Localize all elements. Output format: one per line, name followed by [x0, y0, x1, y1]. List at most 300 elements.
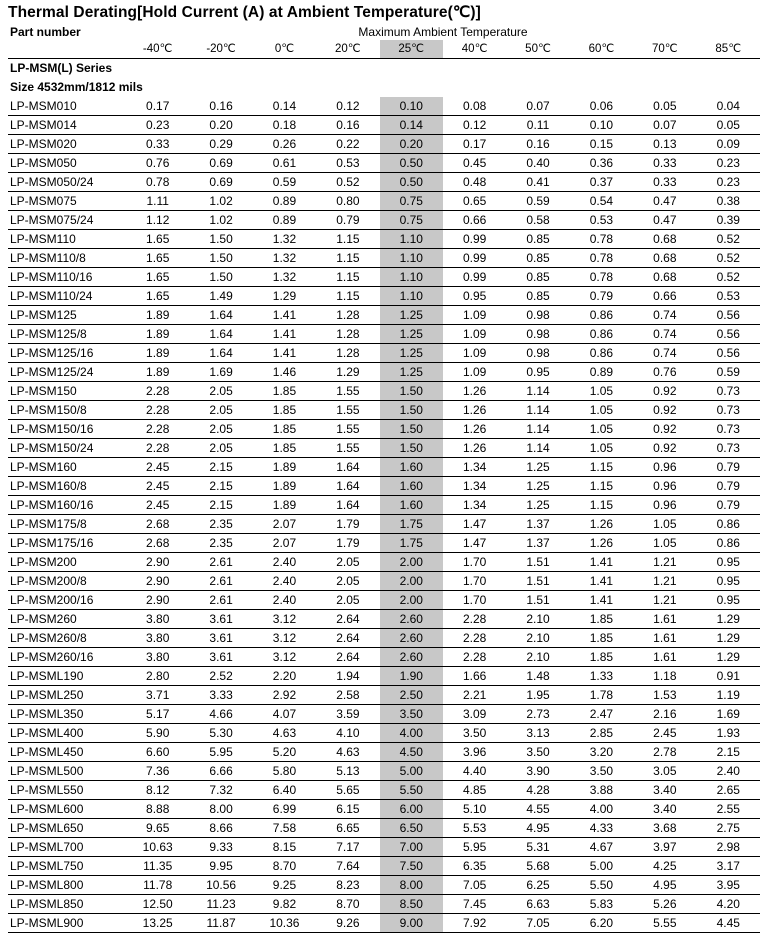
hold-current-cell: 0.05	[697, 116, 761, 135]
hold-current-cell: 0.95	[697, 572, 761, 591]
hold-current-cell: 8.00	[189, 800, 252, 819]
hold-current-cell: 0.65	[443, 192, 506, 211]
hold-current-cell: 0.52	[697, 230, 761, 249]
hold-current-cell: 1.75	[380, 515, 443, 534]
part-number-cell: LP-MSML500	[8, 762, 126, 781]
hold-current-cell: 0.56	[697, 344, 761, 363]
hold-current-cell: 1.65	[126, 268, 189, 287]
hold-current-cell: 5.53	[443, 819, 506, 838]
hold-current-cell: 0.74	[633, 306, 696, 325]
hold-current-cell: 6.40	[253, 781, 316, 800]
hold-current-cell: 9.95	[189, 857, 252, 876]
hold-current-cell: 1.94	[316, 667, 379, 686]
hold-current-cell: 1.41	[570, 572, 633, 591]
hold-current-cell: 1.55	[316, 439, 379, 458]
table-row	[8, 477, 760, 496]
hold-current-cell: 0.66	[633, 287, 696, 306]
hold-current-cell: 1.90	[380, 667, 443, 686]
hold-current-cell: 4.50	[380, 743, 443, 762]
table-row	[8, 857, 760, 876]
hold-current-cell: 0.05	[633, 97, 696, 116]
hold-current-cell: 6.00	[380, 800, 443, 819]
hold-current-cell: 1.29	[697, 648, 761, 667]
hold-current-cell: 2.61	[189, 553, 252, 572]
hold-current-cell: 0.86	[697, 515, 761, 534]
table-row	[8, 876, 760, 895]
hold-current-cell: 1.47	[443, 534, 506, 553]
hold-current-cell: 0.79	[697, 477, 761, 496]
hold-current-cell: 1.18	[633, 667, 696, 686]
hold-current-cell: 4.20	[697, 895, 761, 914]
hold-current-cell: 2.40	[253, 553, 316, 572]
hold-current-cell: 5.20	[253, 743, 316, 762]
hold-current-cell: 1.85	[570, 629, 633, 648]
part-number-cell: LP-MSM200/8	[8, 572, 126, 591]
hold-current-cell: 0.59	[697, 363, 761, 382]
hold-current-cell: 0.16	[189, 97, 252, 116]
part-number-cell: LP-MSM160	[8, 458, 126, 477]
hold-current-cell: 0.74	[633, 325, 696, 344]
hold-current-cell: 0.58	[506, 211, 569, 230]
hold-current-cell: 0.15	[570, 135, 633, 154]
hold-current-cell: 0.20	[189, 116, 252, 135]
hold-current-cell: 2.00	[380, 553, 443, 572]
part-number-cell: LP-MSM150/24	[8, 439, 126, 458]
hold-current-cell: 0.80	[316, 192, 379, 211]
table-row	[8, 211, 760, 230]
hold-current-cell: 1.65	[126, 287, 189, 306]
hold-current-cell: 2.68	[126, 534, 189, 553]
hold-current-cell: 1.50	[189, 268, 252, 287]
hold-current-cell: 1.14	[506, 401, 569, 420]
table-row	[8, 363, 760, 382]
hold-current-cell: 3.88	[570, 781, 633, 800]
hold-current-cell: 2.20	[253, 667, 316, 686]
hold-current-cell: 0.92	[633, 382, 696, 401]
hold-current-cell: 3.96	[443, 743, 506, 762]
hold-current-cell: 0.91	[697, 667, 761, 686]
hold-current-cell: 0.59	[253, 173, 316, 192]
hold-current-cell: 1.14	[506, 439, 569, 458]
hold-current-cell: 1.64	[189, 344, 252, 363]
table-row	[8, 686, 760, 705]
hold-current-cell: 1.49	[189, 287, 252, 306]
hold-current-cell: 0.99	[443, 249, 506, 268]
hold-current-cell: 7.58	[253, 819, 316, 838]
table-row	[8, 914, 760, 933]
hold-current-cell: 1.34	[443, 496, 506, 515]
hold-current-cell: 0.74	[633, 344, 696, 363]
hold-current-cell: 1.53	[633, 686, 696, 705]
hold-current-cell: 0.47	[633, 211, 696, 230]
hold-current-cell: 1.85	[570, 648, 633, 667]
hold-current-cell: 1.61	[633, 629, 696, 648]
hold-current-cell: 2.65	[697, 781, 761, 800]
hold-current-cell: 0.37	[570, 173, 633, 192]
hold-current-cell: 0.33	[126, 135, 189, 154]
hold-current-cell: 2.68	[126, 515, 189, 534]
hold-current-cell: 2.85	[570, 724, 633, 743]
hold-current-cell: 2.00	[380, 572, 443, 591]
hold-current-cell: 5.95	[443, 838, 506, 857]
hold-current-cell: 0.16	[506, 135, 569, 154]
hold-current-cell: 1.15	[316, 230, 379, 249]
part-number-cell: LP-MSML800	[8, 876, 126, 895]
hold-current-cell: 3.40	[633, 781, 696, 800]
part-number-cell: LP-MSM200	[8, 553, 126, 572]
hold-current-cell: 0.53	[697, 287, 761, 306]
hold-current-cell: 1.29	[253, 287, 316, 306]
hold-current-cell: 1.47	[443, 515, 506, 534]
hold-current-cell: 1.85	[253, 382, 316, 401]
part-number-cell: LP-MSM110/24	[8, 287, 126, 306]
part-number-cell: LP-MSML900	[8, 914, 126, 933]
hold-current-cell: 1.14	[506, 382, 569, 401]
hold-current-cell: 1.85	[570, 610, 633, 629]
hold-current-cell: 2.28	[126, 439, 189, 458]
table-row	[8, 154, 760, 173]
hold-current-cell: 3.71	[126, 686, 189, 705]
part-number-cell: LP-MSML250	[8, 686, 126, 705]
hold-current-cell: 0.86	[570, 344, 633, 363]
hold-current-cell: 0.33	[633, 173, 696, 192]
part-number-cell: LP-MSM075/24	[8, 211, 126, 230]
hold-current-cell: 0.56	[697, 325, 761, 344]
hold-current-cell: 4.10	[316, 724, 379, 743]
hold-current-cell: 10.36	[253, 914, 316, 933]
hold-current-cell: 2.15	[189, 496, 252, 515]
hold-current-cell: 0.12	[443, 116, 506, 135]
header-row-1	[8, 24, 760, 40]
hold-current-cell: 1.26	[443, 420, 506, 439]
hold-current-cell: 7.50	[380, 857, 443, 876]
hold-current-cell: 1.32	[253, 268, 316, 287]
hold-current-cell: 1.21	[633, 553, 696, 572]
hold-current-cell: 3.50	[506, 743, 569, 762]
hold-current-cell: 3.97	[633, 838, 696, 857]
hold-current-cell: 0.50	[380, 154, 443, 173]
hold-current-cell: 5.31	[506, 838, 569, 857]
table-row	[8, 705, 760, 724]
hold-current-cell: 1.89	[253, 458, 316, 477]
hold-current-cell: 0.96	[633, 477, 696, 496]
hold-current-cell: 2.64	[316, 610, 379, 629]
temperature-header: 20℃	[316, 40, 379, 59]
hold-current-cell: 1.28	[316, 325, 379, 344]
thermal-derating-table	[8, 24, 760, 933]
part-number-cell: LP-MSM075	[8, 192, 126, 211]
hold-current-cell: 1.93	[697, 724, 761, 743]
hold-current-cell: 2.52	[189, 667, 252, 686]
hold-current-cell: 9.26	[316, 914, 379, 933]
hold-current-cell: 0.16	[316, 116, 379, 135]
hold-current-cell: 8.88	[126, 800, 189, 819]
hold-current-cell: 4.55	[506, 800, 569, 819]
hold-current-cell: 0.73	[697, 382, 761, 401]
hold-current-cell: 9.65	[126, 819, 189, 838]
hold-current-cell: 10.56	[189, 876, 252, 895]
hold-current-cell: 1.15	[316, 249, 379, 268]
hold-current-cell: 11.23	[189, 895, 252, 914]
hold-current-cell: 1.15	[316, 268, 379, 287]
hold-current-cell: 0.79	[570, 287, 633, 306]
hold-current-cell: 6.20	[570, 914, 633, 933]
hold-current-cell: 11.35	[126, 857, 189, 876]
hold-current-cell: 1.25	[380, 325, 443, 344]
table-row	[8, 192, 760, 211]
hold-current-cell: 2.45	[126, 496, 189, 515]
table-row	[8, 287, 760, 306]
part-number-cell: LP-MSM050	[8, 154, 126, 173]
hold-current-cell: 8.15	[253, 838, 316, 857]
hold-current-cell: 0.96	[633, 458, 696, 477]
hold-current-cell: 0.10	[570, 116, 633, 135]
hold-current-cell: 1.26	[570, 534, 633, 553]
hold-current-cell: 4.66	[189, 705, 252, 724]
hold-current-cell: 12.50	[126, 895, 189, 914]
hold-current-cell: 7.36	[126, 762, 189, 781]
part-number-cell: LP-MSM175/16	[8, 534, 126, 553]
hold-current-cell: 0.76	[633, 363, 696, 382]
hold-current-cell: 3.12	[253, 648, 316, 667]
hold-current-cell: 4.40	[443, 762, 506, 781]
hold-current-cell: 3.61	[189, 610, 252, 629]
hold-current-cell: 5.26	[633, 895, 696, 914]
hold-current-cell: 0.68	[633, 249, 696, 268]
hold-current-cell: 1.85	[253, 439, 316, 458]
hold-current-cell: 11.87	[189, 914, 252, 933]
table-row	[8, 116, 760, 135]
table-row	[8, 230, 760, 249]
hold-current-cell: 1.32	[253, 249, 316, 268]
hold-current-cell: 1.50	[189, 230, 252, 249]
hold-current-cell: 2.35	[189, 534, 252, 553]
hold-current-cell: 2.92	[253, 686, 316, 705]
hold-current-cell: 4.45	[697, 914, 761, 933]
hold-current-cell: 3.80	[126, 629, 189, 648]
hold-current-cell: 2.45	[633, 724, 696, 743]
part-number-cell: LP-MSM110	[8, 230, 126, 249]
hold-current-cell: 1.14	[506, 420, 569, 439]
hold-current-cell: 1.15	[570, 477, 633, 496]
part-number-cell: LP-MSML850	[8, 895, 126, 914]
table-row	[8, 724, 760, 743]
hold-current-cell: 0.96	[633, 496, 696, 515]
hold-current-cell: 1.34	[443, 477, 506, 496]
hold-current-cell: 0.79	[697, 496, 761, 515]
hold-current-cell: 1.75	[380, 534, 443, 553]
hold-current-cell: 0.73	[697, 420, 761, 439]
hold-current-cell: 0.13	[633, 135, 696, 154]
hold-current-cell: 1.02	[189, 211, 252, 230]
hold-current-cell: 2.05	[189, 401, 252, 420]
hold-current-cell: 0.92	[633, 401, 696, 420]
table-row	[8, 97, 760, 116]
hold-current-cell: 1.10	[380, 249, 443, 268]
series-name: LP-MSM(L) Series	[10, 61, 113, 75]
hold-current-cell: 1.85	[253, 420, 316, 439]
part-number-cell: LP-MSM014	[8, 116, 126, 135]
hold-current-cell: 1.70	[443, 553, 506, 572]
hold-current-cell: 1.26	[443, 439, 506, 458]
part-number-cell: LP-MSM260	[8, 610, 126, 629]
hold-current-cell: 1.05	[633, 534, 696, 553]
hold-current-cell: 0.79	[697, 458, 761, 477]
hold-current-cell: 1.05	[570, 420, 633, 439]
hold-current-cell: 9.00	[380, 914, 443, 933]
hold-current-cell: 2.28	[443, 610, 506, 629]
series-size: Size 4532mm/1812 mils	[10, 80, 143, 94]
hold-current-cell: 1.37	[506, 534, 569, 553]
hold-current-cell: 0.48	[443, 173, 506, 192]
hold-current-cell: 0.73	[697, 401, 761, 420]
table-row	[8, 762, 760, 781]
hold-current-cell: 0.68	[633, 230, 696, 249]
hold-current-cell: 5.50	[570, 876, 633, 895]
temperature-header: -20℃	[189, 40, 252, 59]
hold-current-cell: 0.75	[380, 211, 443, 230]
hold-current-cell: 2.00	[380, 591, 443, 610]
hold-current-cell: 1.60	[380, 496, 443, 515]
table-row	[8, 667, 760, 686]
hold-current-cell: 0.95	[697, 553, 761, 572]
hold-current-cell: 2.28	[126, 420, 189, 439]
hold-current-cell: 3.90	[506, 762, 569, 781]
hold-current-cell: 1.61	[633, 648, 696, 667]
hold-current-cell: 1.05	[570, 382, 633, 401]
hold-current-cell: 8.66	[189, 819, 252, 838]
hold-current-cell: 6.99	[253, 800, 316, 819]
hold-current-cell: 1.50	[380, 382, 443, 401]
hold-current-cell: 1.21	[633, 591, 696, 610]
hold-current-cell: 1.65	[126, 249, 189, 268]
hold-current-cell: 1.60	[380, 458, 443, 477]
hold-current-cell: 3.68	[633, 819, 696, 838]
hold-current-cell: 1.10	[380, 268, 443, 287]
hold-current-cell: 1.15	[570, 458, 633, 477]
hold-current-cell: 4.85	[443, 781, 506, 800]
hold-current-cell: 6.35	[443, 857, 506, 876]
hold-current-cell: 8.00	[380, 876, 443, 895]
hold-current-cell: 1.09	[443, 325, 506, 344]
hold-current-cell: 1.50	[380, 420, 443, 439]
hold-current-cell: 3.13	[506, 724, 569, 743]
hold-current-cell: 1.55	[316, 420, 379, 439]
hold-current-cell: 1.50	[189, 249, 252, 268]
hold-current-cell: 0.85	[506, 230, 569, 249]
part-number-cell: LP-MSM110/16	[8, 268, 126, 287]
hold-current-cell: 4.63	[253, 724, 316, 743]
part-number-cell: LP-MSML400	[8, 724, 126, 743]
hold-current-cell: 2.90	[126, 572, 189, 591]
hold-current-cell: 1.69	[189, 363, 252, 382]
hold-current-cell: 2.60	[380, 610, 443, 629]
hold-current-cell: 2.60	[380, 648, 443, 667]
hold-current-cell: 1.25	[506, 458, 569, 477]
hold-current-cell: 3.12	[253, 610, 316, 629]
part-number-cell: LP-MSML190	[8, 667, 126, 686]
table-row	[8, 268, 760, 287]
hold-current-cell: 0.17	[126, 97, 189, 116]
hold-current-cell: 3.59	[316, 705, 379, 724]
derating-table-container	[8, 24, 760, 933]
table-row	[8, 629, 760, 648]
table-row	[8, 838, 760, 857]
hold-current-cell: 1.69	[697, 705, 761, 724]
hold-current-cell: 3.05	[633, 762, 696, 781]
hold-current-cell: 4.00	[380, 724, 443, 743]
table-row	[8, 344, 760, 363]
part-number-cell: LP-MSM150	[8, 382, 126, 401]
hold-current-cell: 5.00	[380, 762, 443, 781]
hold-current-cell: 1.50	[380, 439, 443, 458]
hold-current-cell: 1.28	[316, 344, 379, 363]
hold-current-cell: 0.95	[443, 287, 506, 306]
hold-current-cell: 6.65	[316, 819, 379, 838]
hold-current-cell: 1.89	[126, 306, 189, 325]
hold-current-cell: 2.40	[253, 591, 316, 610]
hold-current-cell: 0.78	[570, 230, 633, 249]
hold-current-cell: 7.17	[316, 838, 379, 857]
hold-current-cell: 2.98	[697, 838, 761, 857]
hold-current-cell: 1.05	[570, 401, 633, 420]
hold-current-cell: 0.85	[506, 249, 569, 268]
hold-current-cell: 2.78	[633, 743, 696, 762]
hold-current-cell: 1.64	[316, 496, 379, 515]
table-row	[8, 572, 760, 591]
part-number-cell: LP-MSM260/8	[8, 629, 126, 648]
table-row	[8, 249, 760, 268]
hold-current-cell: 0.66	[443, 211, 506, 230]
hold-current-cell: 0.73	[697, 439, 761, 458]
hold-current-cell: 0.20	[380, 135, 443, 154]
hold-current-cell: 4.67	[570, 838, 633, 857]
hold-current-cell: 2.28	[443, 629, 506, 648]
hold-current-cell: 1.29	[697, 629, 761, 648]
table-row	[8, 439, 760, 458]
hold-current-cell: 4.95	[506, 819, 569, 838]
hold-current-cell: 5.95	[189, 743, 252, 762]
hold-current-cell: 0.07	[633, 116, 696, 135]
hold-current-cell: 6.25	[506, 876, 569, 895]
hold-current-cell: 1.15	[570, 496, 633, 515]
hold-current-cell: 7.45	[443, 895, 506, 914]
hold-current-cell: 0.53	[316, 154, 379, 173]
hold-current-cell: 0.86	[570, 306, 633, 325]
hold-current-cell: 1.89	[253, 496, 316, 515]
hold-current-cell: 1.50	[380, 401, 443, 420]
temperature-header: 25℃	[380, 40, 443, 59]
hold-current-cell: 1.48	[506, 667, 569, 686]
part-number-cell: LP-MSM125/24	[8, 363, 126, 382]
hold-current-cell: 1.89	[126, 363, 189, 382]
hold-current-cell: 4.07	[253, 705, 316, 724]
hold-current-cell: 10.63	[126, 838, 189, 857]
hold-current-cell: 3.17	[697, 857, 761, 876]
hold-current-cell: 5.13	[316, 762, 379, 781]
part-number-header-spacer	[8, 40, 126, 59]
hold-current-cell: 0.07	[506, 97, 569, 116]
hold-current-cell: 0.98	[506, 325, 569, 344]
hold-current-cell: 7.00	[380, 838, 443, 857]
hold-current-cell: 0.23	[126, 116, 189, 135]
hold-current-cell: 0.54	[570, 192, 633, 211]
hold-current-cell: 1.28	[316, 306, 379, 325]
hold-current-cell: 1.29	[316, 363, 379, 382]
hold-current-cell: 1.85	[253, 401, 316, 420]
hold-current-cell: 1.26	[570, 515, 633, 534]
hold-current-cell: 5.00	[570, 857, 633, 876]
